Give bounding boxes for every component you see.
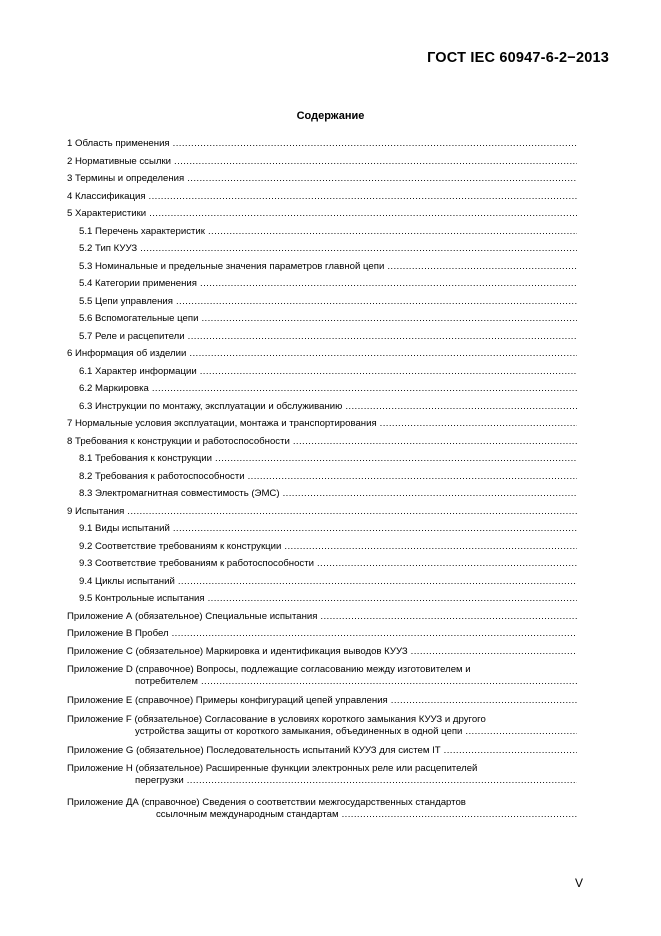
toc-entry[interactable] bbox=[67, 380, 577, 398]
toc-entry[interactable] bbox=[67, 328, 577, 346]
leader-dots bbox=[215, 450, 577, 468]
toc-entry-appendix-e[interactable] bbox=[67, 692, 577, 710]
toc-entry[interactable] bbox=[67, 275, 577, 293]
toc-entry-text: Приложение F (обязательное) Согласование в условиях короткого замыкания КУУЗ и другого bbox=[67, 713, 486, 725]
toc-entry-text: 6.2 Маркировка bbox=[79, 383, 149, 394]
leader-dots bbox=[201, 310, 577, 328]
leader-dots bbox=[187, 775, 577, 787]
toc-entry[interactable] bbox=[67, 240, 577, 258]
toc-entry-text-cont: перегрузки bbox=[135, 775, 184, 786]
leader-dots bbox=[200, 275, 577, 293]
leader-dots bbox=[173, 520, 577, 538]
leader-dots bbox=[208, 590, 577, 608]
toc-entry[interactable] bbox=[67, 223, 577, 241]
leader-dots bbox=[149, 205, 577, 223]
table-of-contents bbox=[67, 135, 577, 821]
toc-entry[interactable] bbox=[67, 485, 577, 503]
toc-entry[interactable] bbox=[67, 135, 577, 153]
toc-entry[interactable] bbox=[67, 520, 577, 538]
toc-entry-text: 5.4 Категории применения bbox=[79, 278, 197, 289]
toc-entry[interactable] bbox=[67, 345, 577, 363]
leader-dots bbox=[174, 153, 577, 171]
leader-dots bbox=[317, 555, 577, 573]
leader-dots bbox=[178, 573, 577, 591]
toc-entry-text: 9.4 Циклы испытаний bbox=[79, 575, 175, 587]
leader-dots bbox=[380, 415, 577, 433]
leader-dots bbox=[172, 625, 577, 643]
leader-dots bbox=[201, 676, 577, 688]
toc-entry[interactable] bbox=[67, 573, 577, 591]
toc-entry-text: 2 Нормативные ссылки bbox=[67, 155, 172, 167]
toc-entry[interactable] bbox=[67, 625, 577, 643]
toc-entry-text: 5.1 Перечень характеристик bbox=[79, 225, 205, 237]
toc-entry-text: 9.5 Контрольные испытания bbox=[79, 593, 205, 604]
toc-entry-text: 3 Термины и определения bbox=[67, 173, 185, 184]
leader-dots bbox=[391, 692, 577, 710]
leader-dots bbox=[173, 135, 577, 153]
toc-entry-text: 5.2 Тип КУУЗ bbox=[79, 243, 138, 254]
toc-entry-appendix-f[interactable] bbox=[67, 714, 577, 738]
leader-dots bbox=[152, 380, 577, 398]
toc-entry[interactable] bbox=[67, 188, 577, 206]
toc-entry-text: 9 Испытания bbox=[67, 505, 125, 517]
leader-dots bbox=[149, 188, 577, 206]
toc-entry-text: 8.1 Требования к конструкции bbox=[79, 453, 212, 464]
toc-entry[interactable] bbox=[67, 170, 577, 188]
toc-entry[interactable] bbox=[67, 643, 577, 661]
toc-entry[interactable] bbox=[67, 258, 577, 276]
toc-entry[interactable] bbox=[67, 205, 577, 223]
toc-entry[interactable] bbox=[67, 450, 577, 468]
toc-entry-appendix-da[interactable] bbox=[67, 797, 577, 821]
toc-entry-text: 7 Нормальные условия эксплуатации, монтажа и транспортирования bbox=[67, 418, 377, 429]
leader-dots bbox=[293, 433, 577, 451]
leader-dots bbox=[284, 538, 577, 556]
leader-dots bbox=[187, 170, 577, 188]
toc-entry-text-cont: потребителем bbox=[135, 676, 198, 687]
toc-entry-text: Приложение E (справочное) Примеры конфигураций цепей управления bbox=[67, 695, 388, 706]
toc-entry[interactable] bbox=[67, 415, 577, 433]
leader-dots bbox=[248, 468, 577, 486]
toc-entry-appendix-h[interactable] bbox=[67, 763, 577, 787]
toc-entry-text: 1 Область применения bbox=[67, 138, 170, 149]
toc-title: Содержание bbox=[296, 110, 365, 122]
document-header: ГОСТ IEC 60947-6-2−2013 bbox=[427, 50, 609, 66]
toc-entry-text: 6.1 Характер информации bbox=[79, 365, 197, 377]
toc-entry-text: 5.7 Реле и расцепители bbox=[79, 330, 185, 342]
leader-dots bbox=[188, 328, 577, 346]
leader-dots bbox=[465, 726, 577, 738]
toc-entry[interactable] bbox=[67, 590, 577, 608]
toc-entry-text: 8.2 Требования к работоспособности bbox=[79, 470, 245, 482]
toc-entry[interactable] bbox=[67, 153, 577, 171]
toc-entry-appendix-g[interactable] bbox=[67, 742, 577, 760]
toc-entry-text: Приложение В Пробел bbox=[67, 628, 169, 639]
toc-entry-text: 5.5 Цепи управления bbox=[79, 295, 173, 307]
toc-entry-text: 8 Требования к конструкции и работоспособности bbox=[67, 435, 290, 447]
toc-entry[interactable] bbox=[67, 468, 577, 486]
toc-entry[interactable] bbox=[67, 608, 577, 626]
toc-entry-text: 9.3 Соответствие требованиям к работоспособности bbox=[79, 558, 314, 569]
toc-entry-text: Приложение С (обязательное) Маркировка и идентификация выводов КУУЗ bbox=[67, 645, 408, 657]
toc-entry-text: 5 Характеристики bbox=[67, 208, 147, 219]
toc-entry-text: Приложение G (обязательное) Последовательность испытаний КУУЗ для систем IT bbox=[67, 744, 441, 756]
toc-entry-text: 8.3 Электромагнитная совместимость (ЭМС) bbox=[79, 488, 280, 499]
toc-entry[interactable] bbox=[67, 433, 577, 451]
toc-simple-rows bbox=[67, 135, 577, 660]
leader-dots bbox=[444, 742, 577, 760]
leader-dots bbox=[140, 240, 577, 258]
toc-entry-text: 6.3 Инструкции по монтажу, эксплуатации и обслуживанию bbox=[79, 400, 343, 412]
toc-entry-text: 9.2 Соответствие требованиям к конструкции bbox=[79, 540, 282, 552]
leader-dots bbox=[283, 485, 577, 503]
leader-dots bbox=[200, 363, 577, 381]
toc-entry[interactable] bbox=[67, 310, 577, 328]
toc-entry-text: 6 Информация об изделии bbox=[67, 348, 187, 359]
toc-entry-text: Приложение ДА (справочное) Сведения о соответствии межгосударственных стандартов bbox=[67, 797, 466, 808]
toc-entry-text-cont: устройства защиты от короткого замыкания, объединенных в одной цепи bbox=[135, 725, 463, 737]
leader-dots bbox=[345, 398, 577, 416]
toc-entry[interactable] bbox=[67, 503, 577, 521]
leader-dots bbox=[189, 345, 577, 363]
leader-dots bbox=[127, 503, 577, 521]
toc-entry[interactable] bbox=[67, 538, 577, 556]
toc-entry-text: Приложение D (справочное) Вопросы, подлежащие согласованию между изготовителем и bbox=[67, 664, 471, 675]
toc-entry[interactable] bbox=[67, 363, 577, 381]
toc-entry[interactable] bbox=[67, 293, 577, 311]
leader-dots bbox=[342, 809, 577, 821]
toc-entry-text: 5.6 Вспомогательные цепи bbox=[79, 313, 199, 324]
toc-entry-text: Приложение H (обязательное) Расширенные функции электронных реле или расцепителей bbox=[67, 763, 478, 774]
leader-dots bbox=[320, 608, 577, 626]
leader-dots bbox=[411, 643, 577, 661]
toc-entry[interactable] bbox=[67, 555, 577, 573]
toc-entry[interactable] bbox=[67, 398, 577, 416]
leader-dots bbox=[208, 223, 577, 241]
toc-entry-text: Приложение А (обязательное) Специальные испытания bbox=[67, 610, 318, 622]
toc-entry-text: 5.3 Номинальные и предельные значения параметров главной цепи bbox=[79, 260, 385, 272]
leader-dots bbox=[176, 293, 577, 311]
toc-entry-text-cont: ссылочным международным стандартам bbox=[156, 809, 339, 820]
page-number: V bbox=[574, 876, 583, 890]
toc-entry-appendix-d[interactable] bbox=[67, 664, 577, 688]
leader-dots bbox=[387, 258, 577, 276]
toc-entry-text: 4 Классификация bbox=[67, 190, 146, 202]
toc-entry-text: 9.1 Виды испытаний bbox=[79, 523, 170, 534]
